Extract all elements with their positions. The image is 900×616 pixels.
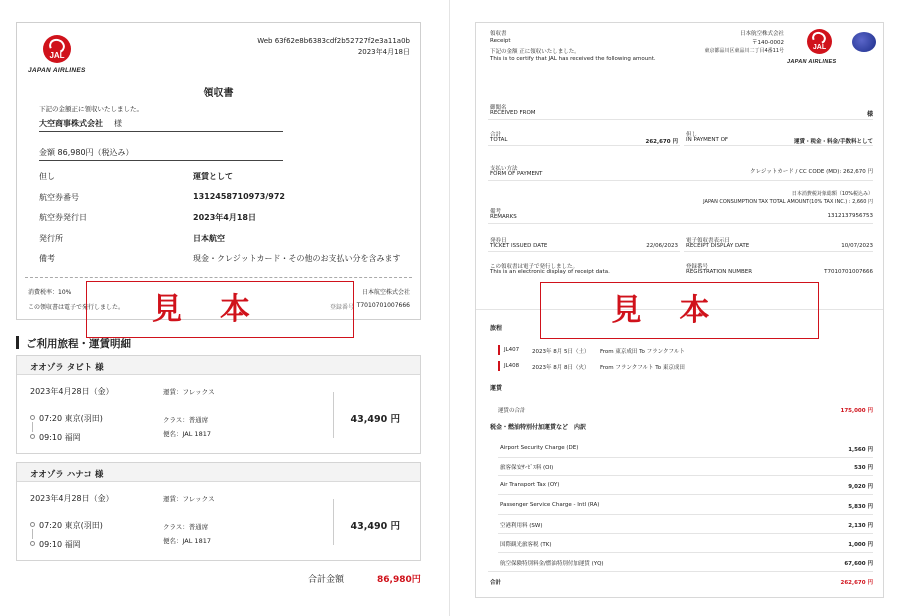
rule <box>498 533 873 534</box>
rule <box>488 571 873 572</box>
arrival-time: 09:10 福岡 <box>39 540 81 549</box>
flight-marker <box>498 345 500 355</box>
tax-item-value: 1,560 円 <box>848 447 873 453</box>
display-date-en: RECEIPT DISPLAY DATE <box>686 243 750 249</box>
flight-date: 2023年 8月 5日（土） <box>532 349 590 355</box>
sample-stamp: 見本 <box>86 281 354 338</box>
section-title: ご利用旅程・運賃明細 <box>26 338 131 350</box>
arrival-dot-icon <box>30 434 35 439</box>
tax-item-value: 1,000 円 <box>848 542 873 548</box>
detail-label: 航空券発行日 <box>39 213 87 222</box>
fare-price: 43,490 円 <box>350 414 400 425</box>
amount-line: 金額 86,980円（税込み） <box>39 148 134 157</box>
receipt-title: 領収書 <box>203 88 234 99</box>
detail-label: 航空券番号 <box>39 192 79 202</box>
company-name: 日本航空株式会社 <box>739 31 784 37</box>
route-line <box>32 422 33 432</box>
grand-total-label: 合計 <box>490 580 502 586</box>
honorific: 様 <box>114 119 122 128</box>
certify-text-en: This is to certify that JAL has received the following amount. <box>490 56 656 62</box>
passenger-name: オオゾラ ハナコ 様 <box>17 463 420 482</box>
receipt-title-en: Receipt <box>490 38 511 44</box>
rule <box>684 251 873 252</box>
issued-date-jp: 発券日 <box>490 238 507 244</box>
received-from-value: 様 <box>866 111 873 118</box>
received-from-en: RECEIVED FROM <box>490 110 536 116</box>
price-divider <box>333 499 334 545</box>
rule <box>488 251 680 252</box>
tax-item-value: 9,020 円 <box>848 484 873 490</box>
passenger-card <box>16 355 421 454</box>
flight-route: From フランクフルト To 東京成田 <box>600 365 685 371</box>
issued-date-value: 22/06/2023 <box>646 243 678 249</box>
payment-of-value: 運賃・税金・料金/手数料として <box>793 139 873 145</box>
passenger-name: オオゾラ タビト 様 <box>17 356 420 375</box>
grand-total-value: 86,980円 <box>377 575 421 585</box>
oneworld-logo-icon <box>852 32 876 52</box>
reg-label: 登録番号 <box>330 304 355 311</box>
rule <box>488 145 680 146</box>
jal-crane-logo-icon: JAL <box>43 35 71 63</box>
remarks-jp: 備考 <box>490 209 502 215</box>
rule <box>498 514 873 515</box>
payment-form-value: クレジットカード / CC CODE (MD): 262,670 円 <box>750 169 873 175</box>
electronic-note: この領収書は電子で発行しました。 <box>28 304 125 311</box>
tax-item-label: Air Transport Tax (OY) <box>500 482 560 488</box>
departure-dot-icon <box>30 522 35 527</box>
company-postcode: 〒140-0002 <box>752 40 784 46</box>
passenger-card <box>16 462 421 561</box>
registration-en: REGISTRATION NUMBER <box>686 269 753 275</box>
flight-route: From 東京成田 To フランクフルト <box>600 349 685 355</box>
arrival-dot-icon <box>30 541 35 546</box>
tax-breakdown-title: 税金・燃油特別付加運賃など 内訳 <box>490 424 587 431</box>
tax-rate: 消費税率：10% <box>28 289 72 296</box>
detail-value: 運賃として <box>193 172 233 181</box>
route-line <box>32 529 33 539</box>
detail-value: 日本航空 <box>193 233 225 243</box>
tax-item-label: Airport Security Charge (DE) <box>500 445 579 451</box>
display-date-jp: 電子領収書表示日 <box>686 238 731 244</box>
received-text: 下記の金額正に領収いたしました。 <box>39 105 143 113</box>
display-date-value: 10/07/2023 <box>841 243 873 249</box>
departure-time: 07:20 東京(羽田) <box>39 521 103 530</box>
registration-value: T7010701007666 <box>824 269 873 275</box>
departure-dot-icon <box>30 415 35 420</box>
jal-wordmark: JAPAN AIRLINES <box>28 67 86 74</box>
fare-price: 43,490 円 <box>350 521 400 532</box>
grand-total-value: 262,670 円 <box>840 580 873 586</box>
flight-date: 2023年4月28日（金） <box>30 494 114 503</box>
price-divider <box>333 392 334 438</box>
tax-item-value: 530 円 <box>854 465 873 471</box>
reg-number: T7010701007666 <box>356 302 410 309</box>
rule <box>488 223 873 224</box>
departure-time: 07:20 東京(羽田) <box>39 414 103 423</box>
company-name: 大空商事株式会社 <box>39 119 103 128</box>
registration-jp: 登録番号 <box>686 264 709 270</box>
flight-date: 2023年 8月 8日（火） <box>532 365 590 371</box>
jal-crane-logo-icon: JAL <box>807 29 832 54</box>
sample-stamp: 見本 <box>540 282 819 339</box>
detail-label: 発行所 <box>39 233 63 243</box>
amount-underline <box>39 160 283 161</box>
tax-item-value: 67,600 円 <box>844 561 873 567</box>
receipt-card-left <box>16 22 421 320</box>
seat-class: クラス：普通席 <box>163 523 209 531</box>
tax-item-label: 空港利用料 (SW) <box>500 523 543 529</box>
tax-item-label: 航空保険特別料金/燃油特別付加運賃 (YQ) <box>500 561 604 567</box>
received-from-jp: 御聞名 <box>490 105 507 111</box>
payment-of-en: IN PAYMENT OF <box>686 137 729 143</box>
tax-item-label: 旅客保安ｻｰﾋﾞｽ料 (OI) <box>500 465 554 471</box>
fare-title: 運賃 <box>490 385 503 392</box>
receipt-title-jp: 領収書 <box>490 31 507 37</box>
tax-item-label: 国際観光旅客税 (TK) <box>500 542 552 548</box>
rule <box>684 145 873 146</box>
seat-class: クラス：普通席 <box>163 416 209 424</box>
detail-value: 2023年4月18日 <box>193 213 256 222</box>
arrival-time: 09:10 福岡 <box>39 433 81 442</box>
electronic-note-jp: この領収書は電子で発行しました。 <box>490 264 579 270</box>
payment-form-en: FORM OF PAYMENT <box>490 171 543 177</box>
fare-total-value: 175,000 円 <box>840 408 873 414</box>
detail-row <box>39 192 409 213</box>
tax-item-value: 5,830 円 <box>848 504 873 510</box>
remarks-en: REMARKS <box>490 214 517 220</box>
rule <box>488 119 873 120</box>
rule <box>488 180 873 181</box>
flight-number: JL408 <box>504 363 520 369</box>
detail-value: 1312458710973/972 <box>193 191 285 201</box>
detail-label: 但し <box>39 172 55 181</box>
company-address: 東京都品川区東品川二丁目4番11号 <box>704 48 784 54</box>
grand-total-label: 合計金額 <box>308 575 345 585</box>
rule <box>498 457 873 458</box>
electronic-note-en: This is an electronic display of receipt data. <box>490 269 610 275</box>
jp-tax-amount: JAPAN CONSUMPTION TAX TOTAL AMOUNT(10% TAX INC.) : 2,660 円 <box>703 199 873 205</box>
detail-label: 備考 <box>39 254 55 263</box>
dashed-divider <box>25 277 412 278</box>
company-underline <box>39 131 283 132</box>
rule <box>498 552 873 553</box>
total-jp: 合計 <box>490 132 502 138</box>
itinerary-title: 旅程 <box>490 325 503 332</box>
issuer-name: 日本航空株式会社 <box>361 289 410 296</box>
tax-item-label: Passenger Service Charge - Intl (RA) <box>500 502 600 508</box>
jal-wordmark: JAPAN AIRLINES <box>787 59 837 65</box>
web-id: Web 63f62e8b6383cdf2b52727f2e3a11a0b <box>257 37 410 45</box>
fare-total-label: 運賃の合計 <box>498 408 526 414</box>
detail-row <box>39 253 409 273</box>
section-bar <box>16 336 19 349</box>
detail-value: 現金・クレジットカード・その他のお支払い分を含みます <box>193 254 401 263</box>
flight-number: 便名：JAL 1817 <box>163 430 211 438</box>
payment-form-jp: 支払い方法 <box>490 166 518 172</box>
detail-row <box>39 171 409 192</box>
remarks-value: 1312137956753 <box>827 213 873 219</box>
detail-row <box>39 233 409 254</box>
total-value: 262,670 円 <box>645 139 678 145</box>
issue-date: 2023年4月18日 <box>357 48 410 56</box>
jp-tax-label: 日本消費税対象総額（10%税込み） <box>791 191 873 197</box>
issued-date-en: TICKET ISSUED DATE <box>490 243 548 249</box>
flight-number: 便名：JAL 1817 <box>163 537 211 545</box>
tax-item-value: 2,130 円 <box>848 523 873 529</box>
detail-row <box>39 212 409 233</box>
certify-text-jp: 下記の金額 正に領収いたしました。 <box>490 49 580 55</box>
flight-date: 2023年4月28日（金） <box>30 387 114 396</box>
fare-type: 運賃：フレックス <box>163 388 215 396</box>
rule <box>498 475 873 476</box>
fare-type: 運賃：フレックス <box>163 495 215 503</box>
flight-marker <box>498 361 500 371</box>
rule <box>498 494 873 495</box>
payment-of-jp: 但し <box>686 132 698 138</box>
page-divider <box>449 0 450 616</box>
total-en: TOTAL <box>490 137 508 143</box>
flight-number: JL407 <box>504 347 520 353</box>
